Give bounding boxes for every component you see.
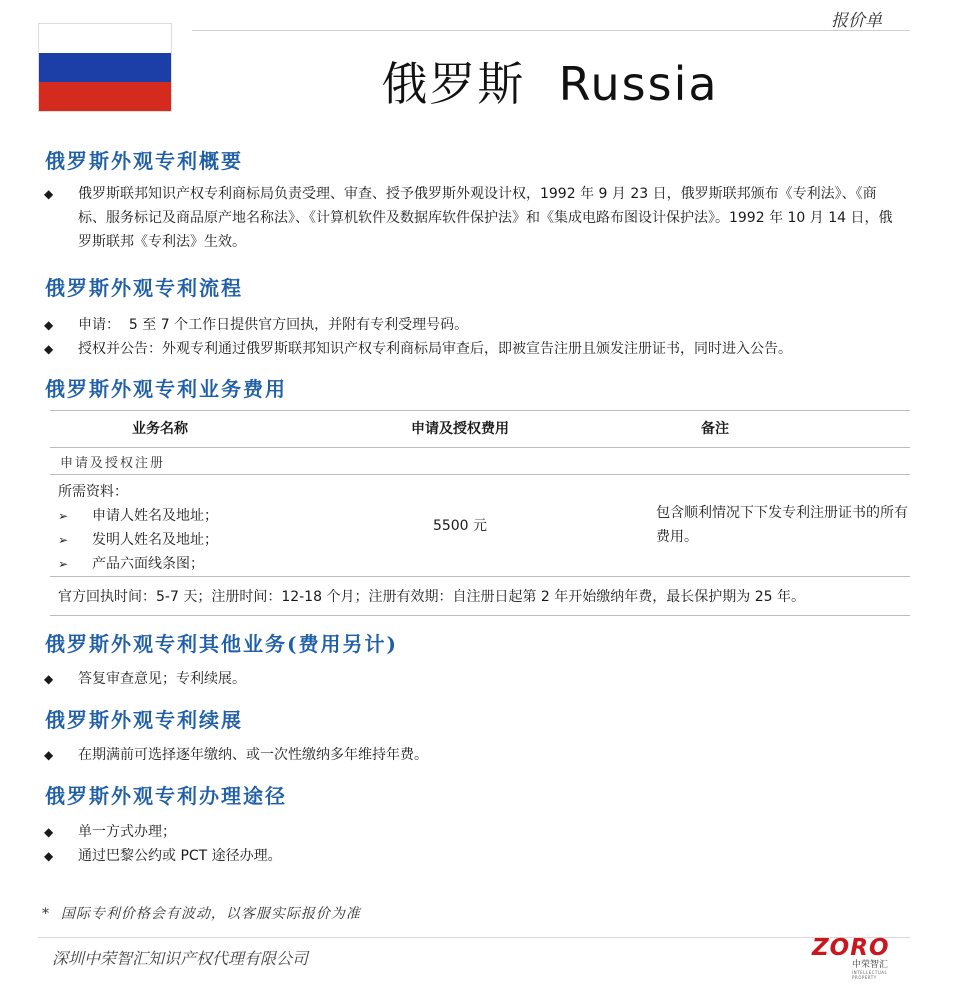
list-item <box>44 667 904 691</box>
route-item: 单一方式办理； <box>78 824 176 840</box>
diamond-bullet-icon: ◆ <box>44 318 54 332</box>
logo-english-name: INTELLECTUAL PROPERTY <box>852 970 888 980</box>
process-item-apply: 申请： 5 至 7 个工作日提供官方回执，并附有专利受理号码。 <box>78 317 469 333</box>
diamond-bullet-icon: ◆ <box>44 672 54 686</box>
russia-flag-icon <box>38 23 172 112</box>
process-item-grant: 授权并公告：外观专利通过俄罗斯联邦知识产权专利商标局审查后，即被宣告注册且颁发注册证书，同时进入公告。 <box>78 341 792 357</box>
other-item: 答复审查意见；专利续展。 <box>78 671 246 687</box>
price-disclaimer: * 国际专利价格会有波动，以客服实际报价为准 <box>42 906 361 922</box>
other-list <box>44 667 904 691</box>
diamond-bullet-icon: ◆ <box>44 849 54 863</box>
fee-note: 包含顺利情况下下发专利注册证书的所有费用。 <box>656 505 908 545</box>
group-label: 申请及授权注册 <box>60 456 166 471</box>
section-title-fees: 俄罗斯外观专利业务费用 <box>45 377 287 401</box>
fee-timeline-text: 官方回执时间：5-7 天；注册时间：12-18 个月；注册有效期：自注册日起第 2 年开始缴纳年费，最长保护期为 25 年。 <box>58 589 805 605</box>
header-divider <box>192 30 910 31</box>
material-item: 申请人姓名及地址； <box>92 508 218 524</box>
section-title-overview: 俄罗斯外观专利概要 <box>45 149 243 173</box>
renewal-list <box>44 743 904 767</box>
routes-list <box>44 820 904 868</box>
table-header-row <box>50 410 910 447</box>
flag-stripe-white <box>39 24 171 53</box>
section-title-process: 俄罗斯外观专利流程 <box>45 276 243 300</box>
section-title-renewal: 俄罗斯外观专利续展 <box>45 708 243 732</box>
logo-wordmark: ZORO <box>812 935 890 961</box>
materials-label: 所需资料： <box>58 484 128 500</box>
fee-value: 5500 元 <box>432 518 488 534</box>
diamond-bullet-icon: ◆ <box>44 342 54 356</box>
list-item <box>44 844 904 868</box>
arrow-bullet-icon: ➢ <box>58 557 69 571</box>
table-row <box>50 474 910 576</box>
material-item: 发明人姓名及地址； <box>92 532 218 548</box>
footer-divider <box>38 937 910 938</box>
page-title: 俄罗斯 Russia <box>381 57 719 111</box>
list-item <box>58 552 218 576</box>
list-item <box>44 313 904 337</box>
header-tag: 报价单 <box>831 11 882 31</box>
materials-cell <box>58 480 218 576</box>
diamond-bullet-icon: ◆ <box>44 748 54 762</box>
fee-table <box>50 410 910 616</box>
section-title-other: 俄罗斯外观专利其他业务(费用另计) <box>45 632 398 656</box>
renewal-item: 在期满前可选择逐年缴纳、或一次性缴纳多年维持年费。 <box>78 747 428 763</box>
flag-stripe-blue <box>39 53 171 82</box>
column-header-fee: 申请及授权费用 <box>411 421 509 437</box>
table-group-row <box>50 447 910 474</box>
column-header-note: 备注 <box>701 421 729 437</box>
list-item <box>44 182 904 254</box>
arrow-bullet-icon: ➢ <box>58 533 69 547</box>
company-name: 深圳中荣智汇知识产权代理有限公司 <box>52 949 309 968</box>
zoro-logo <box>812 935 908 980</box>
list-item <box>44 743 904 767</box>
list-item <box>44 820 904 844</box>
list-item <box>58 528 218 552</box>
overview-text: 俄罗斯联邦知识产权专利商标局负责受理、审查、授予俄罗斯外观设计权，1992 年 9 月 23 日，俄罗斯联邦颁布《专利法》、《商标、服务标记及商品原产地名称法》、《计算机软件及数据库软件保护法》和《集成电路布图设计保护法》。1992 年 10 月 14 日，俄罗斯联邦《专利法》生效。 <box>78 186 893 250</box>
arrow-bullet-icon: ➢ <box>58 509 69 523</box>
diamond-bullet-icon: ◆ <box>44 825 54 839</box>
flag-stripe-red <box>39 82 171 111</box>
route-item: 通过巴黎公约或 PCT 途径办理。 <box>78 848 282 864</box>
process-list <box>44 313 904 361</box>
diamond-bullet-icon: ◆ <box>44 187 54 201</box>
overview-list <box>44 182 904 254</box>
table-footer-row <box>50 576 910 616</box>
column-header-service: 业务名称 <box>132 421 188 437</box>
section-title-routes: 俄罗斯外观专利办理途径 <box>45 784 287 808</box>
list-item <box>44 337 904 361</box>
material-item: 产品六面线条图； <box>92 556 204 572</box>
logo-chinese-name: 中荣智汇 <box>852 960 889 970</box>
list-item <box>58 504 218 528</box>
